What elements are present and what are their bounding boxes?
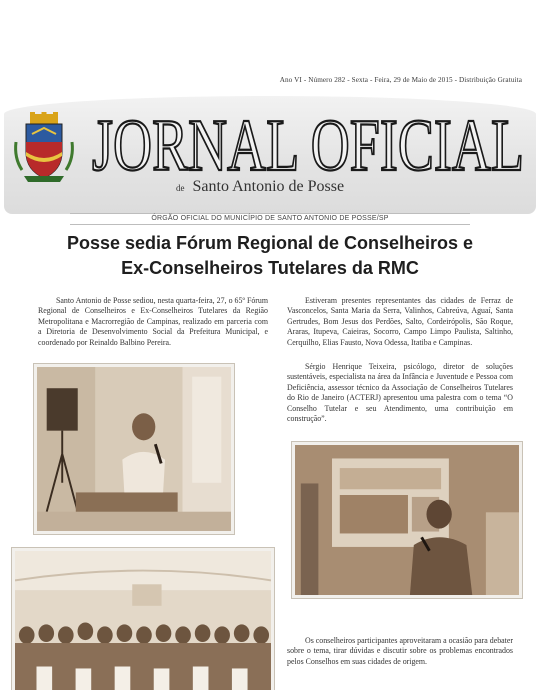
org-line: ÓRGÃO OFICIAL DO MUNICÍPIO DE SANTO ANTONIO DE POSSE/SP [70,213,470,225]
speaker-photo [34,364,234,534]
article-paragraph-left: Santo Antonio de Posse sediou, nesta quarta-feira, 27, o 65º Fórum Regional de Conselheiros e Ex-Conselheiros Tutelares da Região Metropolitana e Macrorregião de Campinas, realizado em parceria com a Diretoria de Desenvolvimento Social da Prefeitura Municipal, e coordenado por Reinaldo Balbino Pereira. [38,296,268,347]
crown-icon [30,112,58,124]
subtitle-prefix: de [176,183,185,193]
article-paragraph-right-1: Estiveram presentes representantes das cidades de Ferraz de Vasconcelos, Santa Maria da Serra, Valinhos, Cabreúva, Aguaí, Santa Gertrudes, Bom Jesus dos Perdões, Salto, Cordeirópolis, São Roque, Araras, Itupeva, Caieiras, Socorro, Campo Limpo Paulista, Saltinho, Cerquilho, Elias Fausto, Nova Odessa, Itatiba e Campinas. [287,296,513,347]
headline-line-1: Posse sedia Fórum Regional de Conselheiros e [66,233,474,253]
audience-photo [12,548,274,690]
article-paragraph-right-3: Os conselheiros participantes aproveitaram a ocasião para debater sobre o tema, tirar dúvidas e discutir sobre os problemas encontrados pelos Conselhos em suas cidades de origem. [287,636,513,666]
newspaper-title-text: JORNAL OFICIAL [92,105,524,180]
subtitle-city: Santo Antonio de Posse [192,178,345,195]
newspaper-subtitle [176,178,476,196]
issue-line: Ano VI - Número 282 - Sexta - Feira, 29 de Maio de 2015 - Distribuição Gratuita [279,76,522,84]
coat-of-arms-icon [12,112,76,186]
article-headline [20,231,520,281]
headline-line-2: Ex-Conselheiros Tutelares da RMC [121,258,419,278]
article-paragraph-right-2: Sérgio Henrique Teixeira, psicólogo, diretor de soluções sustentáveis, especialista na área da Infância e Juventude e Pessoa com Deficiência, assessor técnico da Associação de Conselheiros Tutelares do Rio de Janeiro (ACTERJ) apresentou uma palestra com o tema “O Conselho Tutelar e seu Atendimento, uma contribuição em construção”. [287,362,513,424]
presenter-photo [292,442,522,598]
newspaper-title [88,100,528,180]
